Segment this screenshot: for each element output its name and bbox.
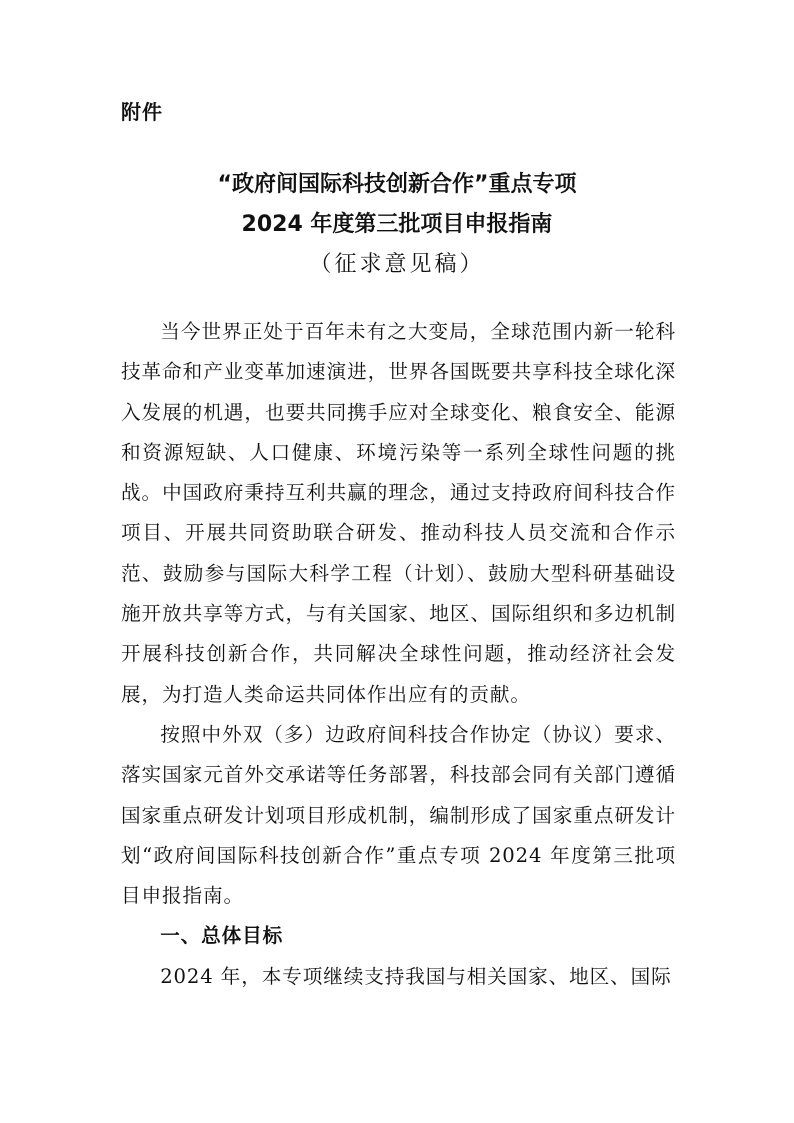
section-1-paragraph: 2024 年，本专项继续支持我国与相关国家、地区、国际 xyxy=(160,964,672,988)
document-title-line-1: “政府间国际科技创新合作”重点专项 xyxy=(217,172,577,197)
intro-paragraph-2: 按照中外双（多）边政府间科技合作协定（协议）要求、落实国家元首外交承诺等任务部署，科技部会同有关部门遵循国家重点研发计划项目形成机制，编制形成了国家重点研发计划“政府间国际科技创新合作”重点专项 2024 年度第三批项目申报指南。 xyxy=(121,722,676,908)
document-subtitle: （征求意见稿） xyxy=(309,252,485,277)
intro-paragraph-1: 当今世界正处于百年未有之大变局，全球范围内新一轮科技革命和产业变革加速演进，世界各国既要共享科技全球化深入发展的机遇，也要共同携手应对全球变化、粮食安全、能源和资源短缺、人口健康、环境污染等一系列全球性问题的挑战。中国政府秉持互利共赢的理念，通过支持政府间科技合作项目、开展共同资助联合研发、推动科技人员交流和合作示范、鼓励参与国际大科学工程（计划）、鼓励大型科研基础设施开放共享等方式，与有关国家、地区、国际组织和多边机制开展科技创新合作，共同解决全球性问题，推动经济社会发展，为打造人类命运共同体作出应有的贡献。 xyxy=(121,320,676,706)
section-heading-overall-goals: 一、总体目标 xyxy=(160,924,284,948)
attachment-label: 附件 xyxy=(121,100,163,124)
document-body xyxy=(121,312,676,997)
document-title-line-2: 2024 年度第三批项目申报指南 xyxy=(241,212,553,237)
